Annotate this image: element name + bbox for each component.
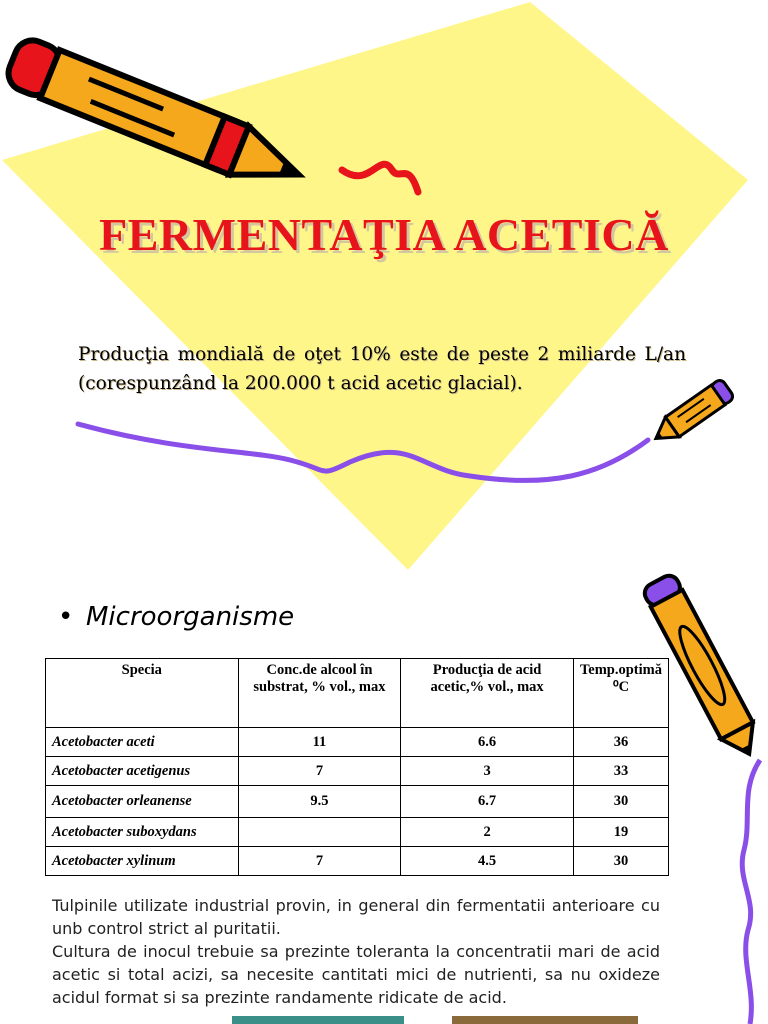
microorganisms-table	[45, 658, 669, 876]
bullet-marker: •	[58, 602, 74, 632]
bullet-heading	[58, 602, 294, 632]
species-cell: Acetobacter suboxydans	[46, 818, 239, 847]
alcohol-cell: 7	[238, 757, 401, 786]
alcohol-cell: 9.5	[238, 786, 401, 818]
alcohol-cell	[238, 818, 401, 847]
body-text	[52, 894, 660, 1009]
temp-cell: 19	[573, 818, 668, 847]
temp-cell: 33	[573, 757, 668, 786]
temp-cell: 30	[573, 847, 668, 876]
table-row	[46, 818, 669, 847]
species-cell: Acetobacter aceti	[46, 728, 239, 757]
table-row	[46, 728, 669, 757]
paragraph-strains: Tulpinile utilizate industrial provin, in general din fermentatii anterioare cu unb control strict al puritatii.	[52, 896, 660, 938]
bacteria-photo	[232, 1016, 404, 1024]
acid-cell: 4.5	[401, 847, 574, 876]
page-title: FERMENTAŢIA ACETICĂ	[99, 209, 669, 260]
species-cell: Acetobacter acetigenus	[46, 757, 239, 786]
acid-cell: 3	[401, 757, 574, 786]
acid-cell: 6.7	[401, 786, 574, 818]
temp-cell: 30	[573, 786, 668, 818]
acid-cell: 6.6	[401, 728, 574, 757]
species-cell: Acetobacter xylinum	[46, 847, 239, 876]
alcohol-cell: 11	[238, 728, 401, 757]
header-acetic-production: Producţia de acid acetic,% vol., max	[401, 659, 574, 728]
purple-squiggle-right	[742, 760, 760, 1024]
table-row	[46, 786, 669, 818]
table-row	[46, 847, 669, 876]
alcohol-cell: 7	[238, 847, 401, 876]
table-header-row	[46, 659, 669, 728]
bullet-label: Microorganisme	[86, 602, 295, 632]
header-alcohol-conc: Conc.de alcool în substrat, % vol., max	[238, 659, 401, 728]
header-optimal-temp: Temp.optimă ⁰C	[573, 659, 668, 728]
acid-cell: 2	[401, 818, 574, 847]
intro-text: Producţia mondială de oţet 10% este de peste 2 miliarde L/an (corespunzând la 200.000 t acid acetic glacial).	[78, 344, 686, 394]
table-row	[46, 757, 669, 786]
temp-cell: 36	[573, 728, 668, 757]
culture-photo	[452, 1016, 638, 1024]
header-species: Specia	[46, 659, 239, 728]
paragraph-inoculum: Cultura de inocul trebuie sa prezinte toleranta la concentratii mari de acid acetic si total acizi, sa necesite cantitati mici de nutrienti, sa nu oxideze acidul format si sa prezinte randamente ridicate de acid.	[52, 942, 660, 1007]
species-cell: Acetobacter orleanense	[46, 786, 239, 818]
